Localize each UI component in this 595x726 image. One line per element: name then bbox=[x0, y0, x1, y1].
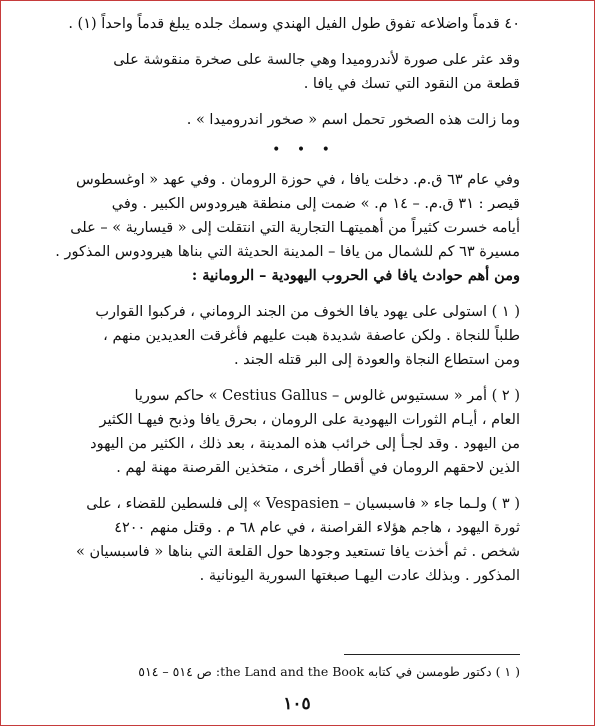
section-separator: • • • bbox=[272, 142, 336, 158]
event-2 bbox=[88, 384, 520, 480]
text-line: ٤٠ قدماً واضلاعه تفوق طول الفيل الهندي وسمك جلده يبلغ قدماً واحداً (١) . bbox=[68, 16, 520, 32]
event-1 bbox=[88, 300, 520, 372]
text-line: ومن استطاع النجاة والعودة إلى البر قتله الجند . bbox=[233, 352, 520, 368]
text-line: من اليهود . وقد لجـأ إلى خرائب هذه المدينة ، بعد ذلك ، الكثير من اليهود bbox=[90, 436, 520, 452]
text-line: قيصر : ٣١ ق.م. – ١٤ م. » ضمت إلى منطقة هيرودوس الكبير . وفي bbox=[111, 196, 520, 212]
text-line: المذكور . وبذلك عادت اليهـا صبغتها السورية اليونانية . bbox=[199, 568, 520, 584]
footnote: ( ١ ) دكتور طومسن في كتابه the Land and the Book: ص ٥١٤ – ٥١٤ bbox=[138, 664, 520, 679]
paragraph-1 bbox=[68, 12, 520, 36]
text-line: أيامه خسرت كثيراً من أهميتهـا التجارية التي انتقلت إلى « قيسارية » – على bbox=[70, 220, 520, 236]
paragraph-3 bbox=[88, 108, 520, 132]
footnote-divider bbox=[344, 654, 520, 655]
section-heading: ومن أهم حوادث يافا في الحروب اليهودية – الرومانية : bbox=[191, 267, 520, 284]
text-line: ( ١ ) استولى على يهود يافا الخوف من الجند الروماني ، فركبوا القوارب bbox=[95, 304, 520, 320]
paragraph-2 bbox=[88, 48, 520, 96]
text-line: وما زالت هذه الصخور تحمل اسم « صخور اندروميدا » . bbox=[186, 112, 520, 128]
text-line: قطعة من النقود التي تسك في يافا . bbox=[303, 76, 520, 92]
text-line: ( ٢ ) أمر « سستيوس غالوس – Cestius Gallus » حاكم سوريا bbox=[134, 388, 520, 404]
text-line: شخص . ثم أخذت يافا تستعيد وجودها حول القلعة التي بناها « فاسبسيان » bbox=[76, 544, 520, 560]
text-line: ( ٣ ) ولـما جاء « فاسبسيان – Vespasien » إلى فلسطين للقضاء ، على bbox=[86, 496, 520, 512]
text-line: ثورة اليهود ، هاجم هؤلاء القراصنة ، في عام ٦٨ م . وقتل منهم ٤٢٠٠ bbox=[114, 520, 520, 536]
document-body bbox=[55, 12, 520, 588]
text-line: مسيرة ٦٣ كم للشمال من يافا – المدينة الحديثة التي بناها هيرودوس المذكور . bbox=[55, 244, 520, 260]
paragraph-4 bbox=[55, 168, 520, 264]
event-3 bbox=[76, 492, 520, 588]
text-line: وقد عثر على صورة لأندروميدا وهي جالسة على صخرة منقوشة على bbox=[113, 52, 520, 68]
text-line: الذين لاحقهم الرومان في أقطار أخرى ، متخذين القرصنة مهنة لهم . bbox=[116, 460, 520, 476]
page-number: ١٠٥ bbox=[283, 694, 311, 714]
text-line: العام ، أيـام الثورات اليهودية على الرومان ، بحرق يافا وذبح فيهـا الكثير bbox=[99, 412, 520, 428]
text-line: وفي عام ٦٣ ق.م. دخلت يافا ، في حوزة الرومان . وفي عهد « اوغسطوس bbox=[75, 172, 520, 188]
text-line: طلباً للنجاة . ولكن عاصفة شديدة هبت عليهم فأغرقت العديدين منهم ، bbox=[103, 328, 520, 344]
